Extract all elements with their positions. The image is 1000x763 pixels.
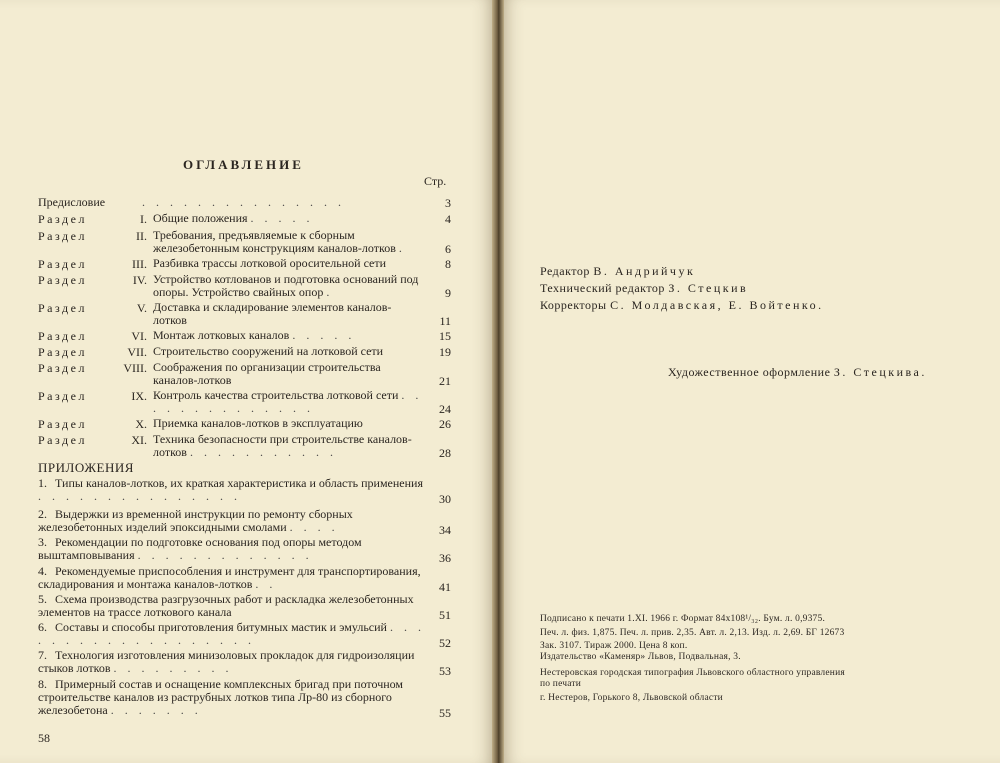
appendix-heading: ПРИЛОЖЕНИЯ <box>38 460 134 475</box>
appendix-title: Рекомендуемые приспособления и инструмент для транспортирования, складирования и монтажа каналов-лотков <box>38 564 421 591</box>
section-page: 28 <box>439 446 451 460</box>
appendix-number: 1. <box>38 476 47 490</box>
section-page: 4 <box>445 212 451 226</box>
section-title-text: Техника безопасности при строительстве каналов-лотков <box>153 432 412 459</box>
section-page: 19 <box>439 345 451 359</box>
appendix-number: 6. <box>38 620 47 634</box>
design-role: Художественное оформление <box>668 365 831 379</box>
appendix-number: 2. <box>38 507 47 521</box>
section-title <box>153 301 425 327</box>
page-number: 58 <box>38 731 50 745</box>
section-page: 21 <box>439 374 451 388</box>
section-number: VIII. <box>123 361 147 375</box>
section-title-text: Монтаж лотковых каналов <box>153 328 290 342</box>
section-number: VI. <box>131 329 147 343</box>
imprint-line: Подписано к печати 1.XI. 1966 г. Формат 84x108¹/₃₂. Бум. л. 0,9375. <box>540 614 826 624</box>
appendix-item <box>38 649 426 675</box>
section-dots: . . . . . <box>250 211 314 225</box>
appendix-title: Технология изготовления минизоловых прокладок для гидроизоляции стыков лотков <box>38 648 415 675</box>
appendix-title: Составы и способы приготовления битумных мастик и эмульсий <box>55 620 387 634</box>
appendix-title: Схема производства разгрузочных работ и раскладка железобетонных элементов на трассе лоткового канала <box>38 592 414 619</box>
preface-title: Предисловие <box>38 195 106 209</box>
appendix-page: 41 <box>439 580 451 594</box>
preface-dots: . . . . . . . . . . . . . . . <box>142 195 345 209</box>
section-title <box>153 257 425 270</box>
section-dots: . . . . . . . . . . . <box>189 445 337 459</box>
section-number: X. <box>135 417 147 431</box>
section-dots: . . . . . <box>292 328 356 342</box>
appendix-item <box>38 477 426 503</box>
section-number: IX. <box>131 389 147 403</box>
appendix-number: 7. <box>38 648 47 662</box>
section-word: Раздел <box>38 229 87 243</box>
section-title-text: Доставка и складирование элементов каналов-лотков <box>153 300 392 327</box>
section-word: Раздел <box>38 301 87 315</box>
appendix-title: Примерный состав и оснащение комплексных бригад при поточном строительстве каналов из раструбных лотков типа Лр-80 из сборного железобетона <box>38 677 404 717</box>
art-design-credit <box>668 365 927 380</box>
section-dots: . . . . . . . . . . . . . . <box>153 388 423 415</box>
credit-role: Технический редактор <box>540 281 665 295</box>
section-word: Раздел <box>38 433 87 447</box>
appendix-item <box>38 678 426 717</box>
appendix-page: 52 <box>439 636 451 650</box>
appendix-dots: . . . . . . . <box>110 703 202 717</box>
credit-role: Корректоры <box>540 298 607 312</box>
appendix-number: 5. <box>38 592 47 606</box>
credit-tech-editor <box>540 281 748 296</box>
credit-proofreaders <box>540 298 824 313</box>
section-title-text: Контроль качества строительства лотковой сети <box>153 388 399 402</box>
section-title-text: Разбивка трассы лотковой оросительной сети <box>153 256 387 270</box>
credit-name: З. Стецкив <box>668 281 749 295</box>
section-word: Раздел <box>38 361 87 375</box>
section-page: 24 <box>439 402 451 416</box>
section-title-text: Приемка каналов-лотков в эксплуатацию <box>153 416 363 430</box>
appendix-number: 3. <box>38 535 47 549</box>
book-gutter <box>492 0 504 763</box>
credit-editor <box>540 264 695 279</box>
section-title <box>153 212 425 225</box>
imprint-line: Зак. 3107. Тираж 2000. Цена 8 коп. <box>540 641 688 651</box>
section-title-text: Устройство котлованов и подготовка оснований под опоры. Устройство свайных опор <box>153 272 419 299</box>
page-column-label: Стр. <box>424 174 447 188</box>
appendix-number: 4. <box>38 564 47 578</box>
appendix-item <box>38 621 426 647</box>
section-title <box>153 389 425 415</box>
section-word: Раздел <box>38 257 87 271</box>
appendix-title: Типы каналов-лотков, их краткая характеристика и область применения <box>55 476 423 490</box>
imprint-line: Издательство «Каменяр» Львов, Подвальная, 3. <box>540 652 741 662</box>
section-title-text: Общие положения <box>153 211 248 225</box>
section-title-text: Соображения по организации строительства каналов-лотков <box>153 360 381 387</box>
appendix-dots: . . . . . . . . . <box>113 661 233 675</box>
appendix-page: 53 <box>439 664 451 678</box>
preface-page: 3 <box>445 196 451 210</box>
section-title <box>153 273 425 299</box>
imprint-line: по печати <box>540 679 582 689</box>
appendix-page: 51 <box>439 608 451 622</box>
appendix-page: 34 <box>439 523 451 537</box>
section-title-text: Требования, предъявляемые к сборным железобетонным конструкциям каналов-лотков <box>153 228 396 255</box>
appendix-dots: . . <box>255 577 277 591</box>
credit-name: В. Андрийчук <box>593 264 696 278</box>
imprint-line: Печ. л. физ. 1,875. Печ. л. прив. 2,35. Авт. л. 2,13. Изд. л. 2,69. БГ 12673 <box>540 628 845 638</box>
section-page: 9 <box>445 286 451 300</box>
section-dots: . <box>326 285 334 299</box>
section-word: Раздел <box>38 417 87 431</box>
section-number: VII. <box>127 345 147 359</box>
section-title-text: Строительство сооружений на лотковой сети <box>153 344 384 358</box>
section-word: Раздел <box>38 389 87 403</box>
appendix-item <box>38 593 426 619</box>
appendix-page: 36 <box>439 551 451 565</box>
section-page: 11 <box>439 314 451 328</box>
section-number: I. <box>140 212 147 226</box>
section-title <box>153 345 425 358</box>
imprint-line: г. Нестеров, Горького 8, Львовской области <box>540 693 723 703</box>
appendix-dots: . . . . <box>289 520 339 534</box>
section-dots: . <box>398 241 406 255</box>
appendix-title: Выдержки из временной инструкции по ремонту сборных железобетонных изделий эпоксидными смолами <box>38 507 353 534</box>
appendix-number: 8. <box>38 677 47 691</box>
section-number: II. <box>136 229 147 243</box>
section-number: V. <box>136 301 147 315</box>
appendix-page: 55 <box>439 706 451 720</box>
section-number: XI. <box>131 433 147 447</box>
section-title <box>153 361 425 387</box>
appendix-dots: . . . . . . . . . . . . . <box>137 548 313 562</box>
appendix-page: 30 <box>439 492 451 506</box>
section-page: 15 <box>439 329 451 343</box>
section-title <box>153 329 425 342</box>
design-name: З. Стецкива. <box>833 365 927 379</box>
toc-title: ОГЛАВЛЕНИЕ <box>183 157 304 172</box>
appendix-item <box>38 508 426 534</box>
section-page: 6 <box>445 242 451 256</box>
appendix-dots: . . . . . . . . . . . . . . . . . . . <box>38 620 425 647</box>
credit-role: Редактор <box>540 264 590 278</box>
section-page: 8 <box>445 257 451 271</box>
section-word: Раздел <box>38 212 87 226</box>
imprint-line: Нестеровская городская типография Львовского областного управления <box>540 668 845 678</box>
appendix-dots: . . . . . . . . . . . . . . . <box>38 489 241 503</box>
appendix-item <box>38 536 426 562</box>
section-number: IV. <box>132 273 147 287</box>
section-word: Раздел <box>38 329 87 343</box>
section-word: Раздел <box>38 345 87 359</box>
section-title <box>153 433 425 459</box>
section-title <box>153 417 425 430</box>
appendix-item <box>38 565 426 591</box>
section-title <box>153 229 425 255</box>
section-word: Раздел <box>38 273 87 287</box>
section-page: 26 <box>439 417 451 431</box>
credit-name: С. Молдавская, Е. Войтенко. <box>610 298 824 312</box>
section-number: III. <box>132 257 147 271</box>
appendix-title: Рекомендации по подготовке основания под опоры методом выштамповывания <box>38 535 362 562</box>
